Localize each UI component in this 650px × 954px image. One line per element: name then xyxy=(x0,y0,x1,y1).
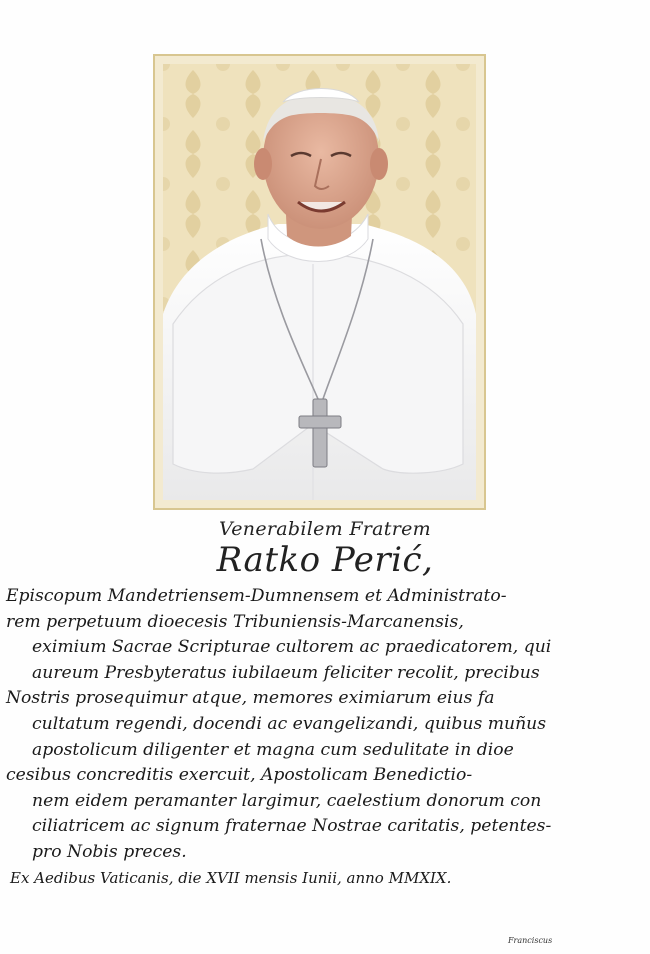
text-line: apostolicum diligenter et magna cum sedulitate in dioe xyxy=(32,739,514,760)
text-line: Nostris prosequimur atque, memores eximiarum eius fa xyxy=(6,688,495,709)
text-line: cesibus concreditis exercuit, Apostolicam Benedictio- xyxy=(6,765,473,786)
portrait-frame xyxy=(153,54,486,510)
papal-signature: Franciscus xyxy=(508,936,553,945)
text-line: ciliatricem ac signum fraternae Nostrae caritatis, petentes- xyxy=(32,816,552,837)
recipient-name: Ratko Perić, xyxy=(216,540,434,580)
text-line: eximium Sacrae Scripturae cultorem ac praedicatorem, qui xyxy=(32,637,552,658)
text-line: cultatum regendi, docendi ac evangelizandi, quibus muñus xyxy=(32,713,547,734)
portrait-photo xyxy=(163,64,476,500)
text-line: rem perpetuum dioecesis Tribuniensis-Marcanensis, xyxy=(6,611,464,632)
date-line: Ex Aedibus Vaticanis, die XVII mensis Iunii, anno MMXIX. xyxy=(10,868,452,887)
text-line: Episcopum Mandetriensem-Dumnensem et Administrato- xyxy=(6,586,507,606)
text-line: nem eidem peramanter largimur, caelestium donorum con xyxy=(32,790,542,811)
blessing-text xyxy=(6,584,642,891)
salutation-line: Venerabilem Fratrem xyxy=(218,518,431,540)
text-line: aureum Presbyteratus iubilaeum feliciter recolit, precibus xyxy=(32,662,540,683)
text-line: pro Nobis preces. xyxy=(32,841,187,862)
